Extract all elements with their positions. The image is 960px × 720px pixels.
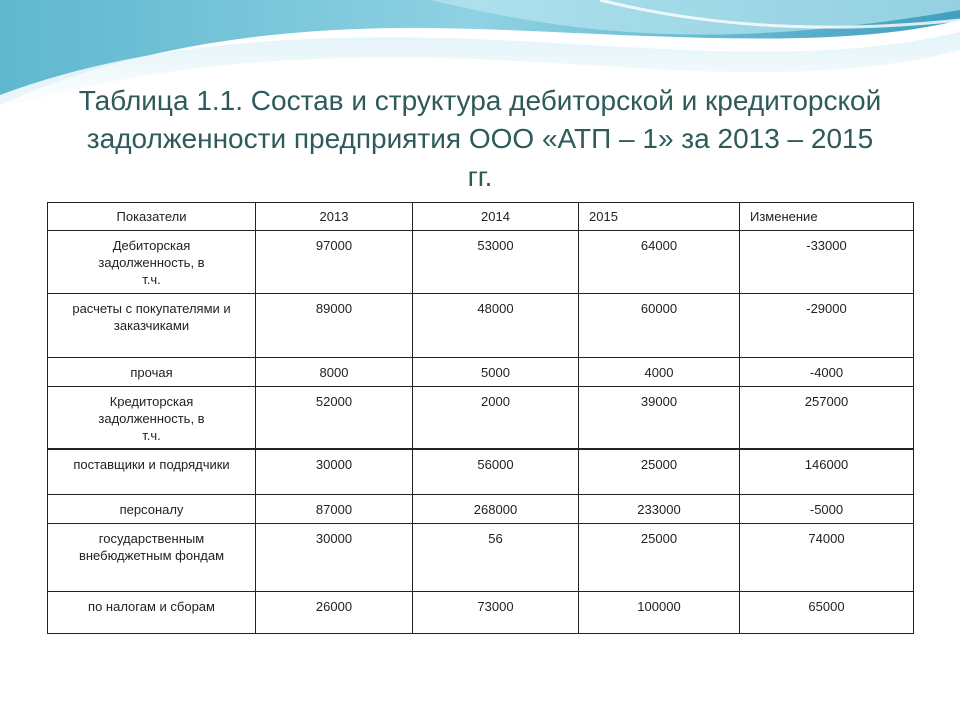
- title-line-3: гг.: [467, 161, 493, 192]
- debt-structure-table: [47, 202, 914, 634]
- value-cell: 25000: [579, 523, 740, 591]
- value-cell: -5000: [740, 494, 914, 523]
- value-cell: 64000: [579, 231, 740, 294]
- indicator-cell: поставщики и подрядчики: [48, 449, 256, 494]
- value-cell: 8000: [256, 358, 413, 387]
- header-cell: 2015: [579, 203, 740, 231]
- table-row: [48, 449, 914, 494]
- value-cell: 257000: [740, 387, 914, 450]
- table-header-row: [48, 203, 914, 231]
- value-cell: 89000: [256, 294, 413, 358]
- value-cell: 268000: [413, 494, 579, 523]
- table-row: [48, 591, 914, 633]
- table-row: [48, 387, 914, 450]
- table-row: [48, 494, 914, 523]
- value-cell: 30000: [256, 523, 413, 591]
- value-cell: 26000: [256, 591, 413, 633]
- indicator-cell: прочая: [48, 358, 256, 387]
- value-cell: 4000: [579, 358, 740, 387]
- value-cell: 97000: [256, 231, 413, 294]
- title-line-2: задолженности предприятия ООО «АТП – 1» за 2013 – 2015: [86, 123, 874, 154]
- value-cell: 5000: [413, 358, 579, 387]
- value-cell: 60000: [579, 294, 740, 358]
- value-cell: 73000: [413, 591, 579, 633]
- value-cell: 30000: [256, 449, 413, 494]
- indicator-cell: персоналу: [48, 494, 256, 523]
- table-row: [48, 358, 914, 387]
- indicator-cell: Кредиторская задолженность, в т.ч.: [48, 387, 256, 450]
- value-cell: 56: [413, 523, 579, 591]
- page-title: [40, 82, 920, 196]
- title-line-1: Таблица 1.1. Состав и структура дебиторской и кредиторской: [78, 85, 882, 116]
- header-cell: Показатели: [48, 203, 256, 231]
- value-cell: 146000: [740, 449, 914, 494]
- header-cell: 2014: [413, 203, 579, 231]
- indicator-cell: Дебиторская задолженность, в т.ч.: [48, 231, 256, 294]
- table-row: [48, 294, 914, 358]
- indicator-cell: государственным внебюджетным фондам: [48, 523, 256, 591]
- value-cell: 25000: [579, 449, 740, 494]
- value-cell: 52000: [256, 387, 413, 450]
- value-cell: 48000: [413, 294, 579, 358]
- value-cell: 56000: [413, 449, 579, 494]
- value-cell: 65000: [740, 591, 914, 633]
- value-cell: -4000: [740, 358, 914, 387]
- indicator-cell: по налогам и сборам: [48, 591, 256, 633]
- value-cell: -33000: [740, 231, 914, 294]
- value-cell: 87000: [256, 494, 413, 523]
- value-cell: -29000: [740, 294, 914, 358]
- header-cell: Изменение: [740, 203, 914, 231]
- value-cell: 39000: [579, 387, 740, 450]
- table-row: [48, 523, 914, 591]
- value-cell: 74000: [740, 523, 914, 591]
- value-cell: 53000: [413, 231, 579, 294]
- table-row: [48, 231, 914, 294]
- indicator-cell: расчеты с покупателями и заказчиками: [48, 294, 256, 358]
- value-cell: 2000: [413, 387, 579, 450]
- header-cell: 2013: [256, 203, 413, 231]
- value-cell: 100000: [579, 591, 740, 633]
- value-cell: 233000: [579, 494, 740, 523]
